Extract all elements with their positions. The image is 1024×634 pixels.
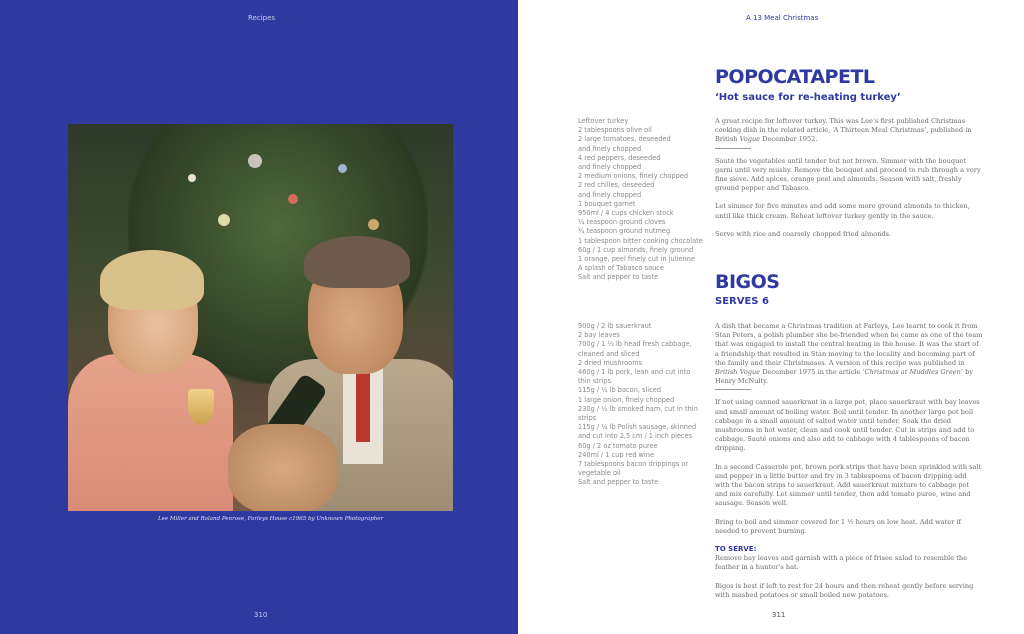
ingredient-item: and finely chopped [578,144,642,153]
ingredients-list-popocatapetl [578,117,703,283]
method-step: If not using canned sauerkraut in a large pot, place sauerkraut with bay leaves and small amount of boiling water. Boil until tender. In another large pot boil cabbage in a small amount of salted water until tender. Soak the dried mushrooms in hot water, clean and cook until tender. Cut in strips and add to cabbage. Sauté onions and also add to cabbage with 4 tablespoons of bacon dripping. [715,398,980,453]
ingredient-item: ¾ teaspoon ground nutmeg [578,227,671,236]
ingredient-item: 460g / 1 lb pork, lean and cut into [578,368,691,377]
ingredient-item: and finely chopped [578,190,642,199]
photo-ornament [338,164,347,173]
intro-text: ’ by Henry McNulty. [715,368,974,386]
method-step: Serve with rice and coarsely chopped fried almonds. [715,229,892,238]
ingredient-item: 1 orange, peel finely cut in julienne [578,255,695,264]
ingredient-item: 2 medium onions, finely chopped [578,172,689,181]
photo-woman-body [68,354,233,511]
ingredient-item: 1 tablespoon bitter cooking chocolate [578,236,703,245]
divider-rule [715,148,751,149]
intro-text: December 1975 in the article ‘ [760,368,865,377]
intro-italic: British Vogue [715,368,761,377]
recipe-subtitle-popocatapetl: ‘Hot sauce for re-heating turkey’ [715,92,901,103]
ingredient-item: 240ml / 1 cup red wine [578,450,654,459]
ingredient-item: 900g / 2 lb sauerkraut [578,322,652,330]
photo-man-tie [356,372,370,442]
method-bigos [715,322,983,609]
ingredient-item: 4 red peppers, deseeded [578,153,661,162]
ingredient-item: 2 bay leaves [578,331,620,340]
photo-ornament [288,194,298,204]
photo-champagne-glass [188,389,214,425]
ingredient-item: 1 bouquet garnet [578,199,636,208]
method-step: Sauté the vegetables until tender but not brown. Simmer with the bouquet garni until very mushy. Remove the bouquet and proceed to rub through a very fine sieve. Add spices, orange peel and almonds. Season with salt, freshly ground pepper and Tabasco. [715,156,981,193]
ingredient-item: 1 large onion, finely chopped [578,395,675,404]
recipe-intro [715,117,983,145]
ingredient-item: and cut into 2,5 cm / 1 inch pieces [578,432,693,441]
photo-ornament [188,174,196,182]
intro-text: December 1952. [760,135,818,144]
ingredient-item: 230g / ½ lb smoked ham, cut in thin [578,404,698,413]
intro-italic: Christmas at Muddles Green [864,368,961,377]
ingredient-item: 115g / ¼ lb Polish sausage, skinned [578,423,697,432]
page-number-left: 310 [254,611,268,619]
ingredient-item: 60g / 2 oz tomato puree [578,441,658,450]
divider-rule [715,389,751,390]
ingredient-item: 2 red chilies, deseeded [578,181,655,190]
photo-man-hair [304,236,410,288]
ingredient-item: 2 tablespoons olive oil [578,126,652,135]
ingredient-item: thin strips [578,377,612,386]
photo-woman-hair [100,250,204,310]
photo-ornament [218,214,230,226]
page-number-right: 311 [772,611,786,619]
ingredient-item: Salt and pepper to taste [578,273,659,282]
ingredient-item: 115g / ¼ lb bacon, sliced [578,386,662,395]
photo-caption: Lee Miller and Roland Penrose, Farleys House c1965 by Unknown Photographer [158,516,384,522]
ingredient-item: 60g / 1 cup almonds, finely ground [578,245,694,254]
photo-ornament [248,154,262,168]
final-note: Bigos is best if left to rest for 24 hours and then reheat gently before serving with mashed potatoes or small boiled new potatoes. [715,581,974,599]
running-head-left: Recipes [248,14,276,22]
method-step: Bring to boil and simmer covered for 1 ½ hours on low heat. Add water if needed to prevent burning. [715,517,962,535]
ingredient-item: strips [578,414,597,423]
photo-hands [228,424,338,511]
ingredient-item: 7 tablespoons bacon drippings or [578,460,689,469]
to-serve-text: Remove bay leaves and garnish with a piece of frisee salad to resemble the feather in a hunter’s hat. [715,554,968,572]
ingredient-item: 2 large tomatoes, deseeded [578,135,671,144]
running-head-right: A 13 Meal Christmas [746,14,819,22]
intro-italic: Vogue [739,135,761,144]
photo-ornament [368,219,379,230]
intro-text: A dish that became a Christmas tradition at Farleys, Lee learnt to cook it from Stan Peters, a polish plumber she be-friended when he came as one of the team that was engaged to install the central heating in the house. It was the start of a friendship that resulted in Stan moving to the locality and becoming part of the family and their Christmases. A version of this recipe was published in [715,322,983,367]
ingredient-item: A splash of Tabasco sauce [578,264,664,273]
method-step: In a second Casserole pot, brown pork strips that have been sprinkled with salt and pepper in a little butter and fry in 3 tablespoons of bacon dripping add with the bacon strips to sauerkraut. Add sauerkraut mixture to cabbage pot and mix carefully. Let simmer until tender, then add tomato puree, wine and sausage. Season well. [715,462,982,508]
ingredient-item: and finely chopped [578,163,642,172]
to-serve-block [715,545,983,573]
ingredient-item: Salt and pepper to taste [578,478,659,487]
intro-text: A great recipe for leftover turkey. This was Lee’s first published Christmas cooking dish in the related article, ‘A Thirteen Meal Christmas’, published in British [715,117,972,144]
ingredient-item: 950ml / 4 cups chicken stock [578,209,674,218]
ingredient-item: cleaned and sliced [578,349,640,358]
ingredient-item: 2 dried mushrooms [578,358,643,367]
recipe-title-popocatapetl: POPOCATAPETL [715,66,875,88]
ingredients-list-bigos [578,322,698,488]
ingredient-item: ¼ teaspoon ground cloves [578,218,666,227]
method-popocatapetl [715,117,983,248]
ingredient-item: Leftover turkey [578,117,629,125]
method-step: Let simmer for five minutes and add some more ground almonds to thicken, until like thick cream. Reheat leftover turkey gently in the sauce. [715,202,970,220]
recipe-intro [715,322,983,386]
christmas-photo [68,124,453,511]
recipe-subtitle-bigos: SERVES 6 [715,296,769,307]
to-serve-label: TO SERVE: [715,545,757,554]
right-page [518,0,1024,634]
ingredient-item: vegetable oil [578,469,621,478]
ingredient-item: 700g / 1 ½ lb head fresh cabbage, [578,340,692,349]
recipe-title-bigos: BIGOS [715,271,780,293]
